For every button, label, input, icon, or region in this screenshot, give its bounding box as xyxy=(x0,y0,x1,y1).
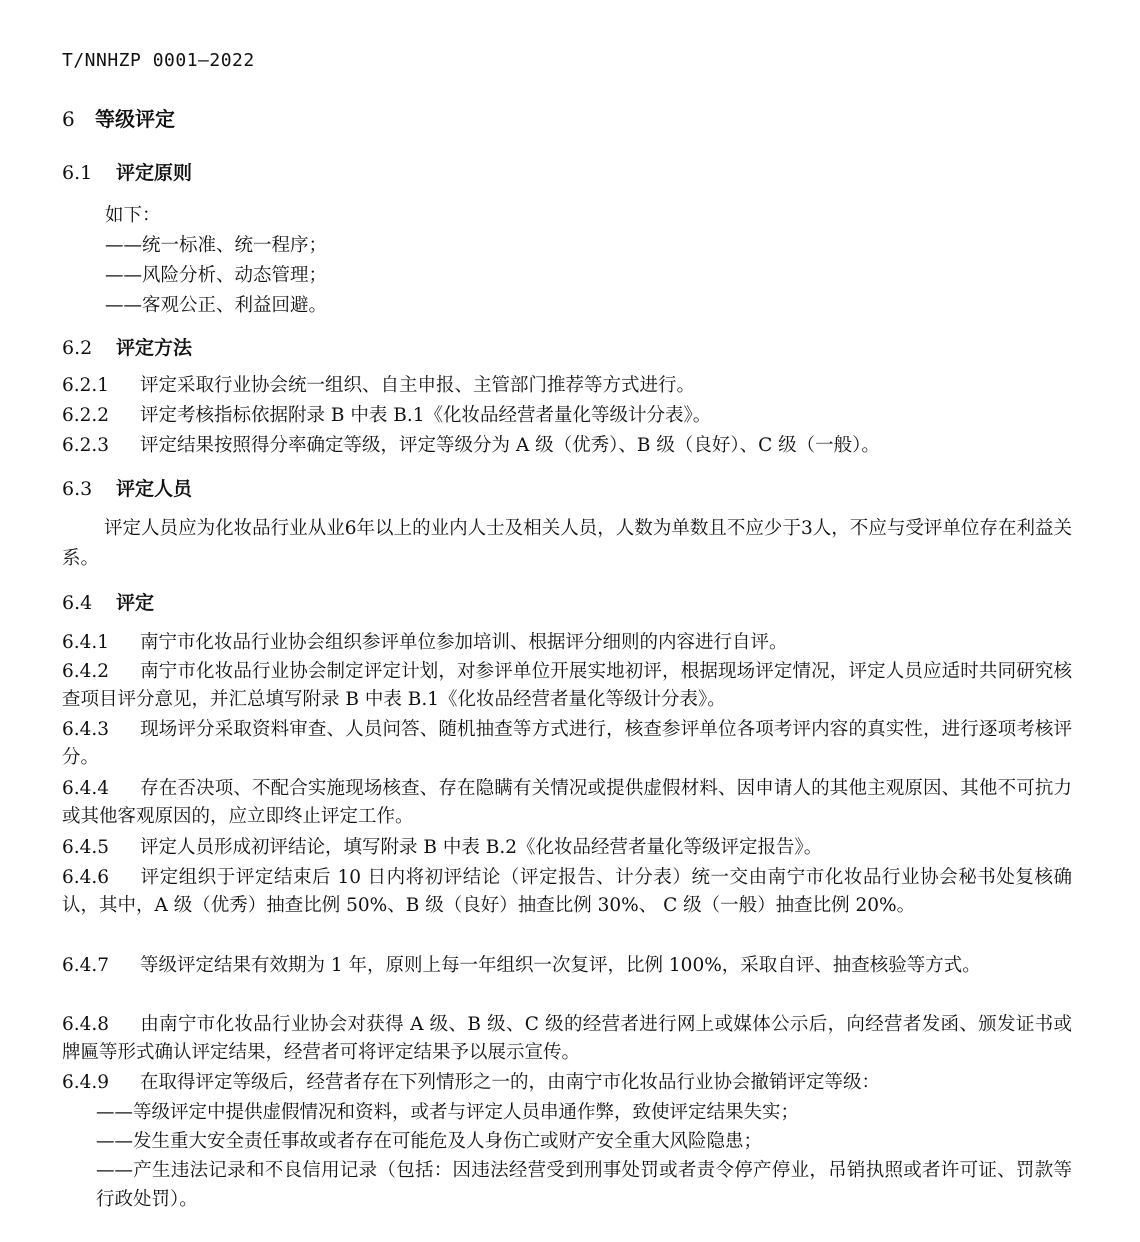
clause-6-4-1 xyxy=(62,629,1072,657)
clause-text: 评定结果按照得分率确定等级，评定等级分为 A 级（优秀）、B 级（良好）、C 级（一般）。 xyxy=(140,435,880,456)
clause-number: 6.4.4 xyxy=(62,778,110,799)
section-title: 评定 xyxy=(116,592,155,614)
clause-number: 6.4.5 xyxy=(62,837,110,858)
assessors-paragraph: 评定人员应为化妆品行业从业6年以上的业内人士及相关人员，人数为单数且不应少于3人，不应与受评单位存在利益关系。 xyxy=(62,518,1072,569)
clause-text: 评定人员形成初评结论，填写附录 B 中表 B.2《化妆品经营者量化等级评定报告》。 xyxy=(140,837,823,858)
revocation-item: ——等级评定中提供虚假情况和资料，或者与评定人员串通作弊，致使评定结果失实； xyxy=(96,1102,800,1123)
revocation-item: ——发生重大安全责任事故或者存在可能危及人身伤亡或财产安全重大风险隐患； xyxy=(96,1131,763,1152)
principle-item: ——客观公正、利益回避。 xyxy=(105,295,328,316)
section-number: 6 xyxy=(62,107,75,131)
clause-number: 6.2.3 xyxy=(62,435,110,456)
clause-text: 南宁市化妆品行业协会组织参评单位参加培训、根据评分细则的内容进行自评。 xyxy=(140,632,788,653)
clause-text: 评定采取行业协会统一组织、自主申报、主管部门推荐等方式进行。 xyxy=(140,375,696,396)
section-number: 6.1 xyxy=(62,162,93,184)
clause-6-4-7 xyxy=(62,952,1072,980)
clause-text: 存在否决项、不配合实施现场核查、存在隐瞒有关情况或提供虚假材料、因申请人的其他主观原因、其他不可抗力或其他客观原因的，应立即终止评定工作。 xyxy=(62,778,1072,828)
section-6-4-heading xyxy=(62,588,154,615)
clause-text: 南宁市化妆品行业协会制定评定计划，对参评单位开展实地初评，根据现场评定情况，评定人员应适时共同研究核查项目评分意见，并汇总填写附录 B 中表 B.1《化妆品经营者量化等级计分表》。 xyxy=(62,661,1072,711)
principle-item: ——统一标准、统一程序； xyxy=(105,235,328,256)
section-number: 6.4 xyxy=(62,592,93,614)
clause-number: 6.4.7 xyxy=(62,955,110,976)
section-title: 等级评定 xyxy=(95,107,175,131)
clause-text: 评定组织于评定结束后 10 日内将初评结论（评定报告、计分表）统一交由南宁市化妆品行业协会秘书处复核确认，其中，A 级（优秀）抽查比例 50%、B 级（良好）抽查比例 30%、 C 级（一般）抽查比例 20%。 xyxy=(62,867,1072,917)
clause-6-4-6 xyxy=(62,864,1072,921)
clause-text: 由南宁市化妆品行业协会对获得 A 级、B 级、C 级的经营者进行网上或媒体公示后，向经营者发函、颁发证书或牌匾等形式确认评定结果，经营者可将评定结果予以展示宣传。 xyxy=(62,1014,1072,1064)
section-number: 6.3 xyxy=(62,478,93,500)
clause-6-2-3 xyxy=(62,432,1072,460)
section-title: 评定方法 xyxy=(116,337,193,359)
clause-number: 6.2.2 xyxy=(62,405,110,426)
document-id: T/NNHZP 0001—2022 xyxy=(62,50,255,71)
clause-6-4-8 xyxy=(62,1011,1072,1068)
principles-lead: 如下： xyxy=(105,205,161,226)
clause-number: 6.4.3 xyxy=(62,719,110,740)
section-title: 评定人员 xyxy=(116,478,193,500)
principle-item: ——风险分析、动态管理； xyxy=(105,265,328,286)
clause-number: 6.4.9 xyxy=(62,1072,110,1093)
clause-6-2-2 xyxy=(62,402,1072,430)
clause-text: 等级评定结果有效期为 1 年，原则上每一年组织一次复评，比例 100%，采取自评、抽查核验等方式。 xyxy=(140,955,981,976)
clause-6-4-2 xyxy=(62,658,1072,715)
clause-number: 6.2.1 xyxy=(62,375,110,396)
clause-6-4-4 xyxy=(62,775,1072,832)
clause-text: 现场评分采取资料审查、人员问答、随机抽查等方式进行，核查参评单位各项考评内容的真实性，进行逐项考核评分。 xyxy=(62,719,1072,769)
clause-6-4-5 xyxy=(62,834,1072,862)
section-title: 评定原则 xyxy=(116,162,193,184)
clause-text: 评定考核指标依据附录 B 中表 B.1《化妆品经营者量化等级计分表》。 xyxy=(140,405,712,426)
clause-number: 6.4.1 xyxy=(62,632,110,653)
section-6-1-heading xyxy=(62,158,192,185)
section-6-3-heading xyxy=(62,474,192,501)
clause-number: 6.4.2 xyxy=(62,661,110,682)
section-number: 6.2 xyxy=(62,337,93,359)
clause-text: 在取得评定等级后，经营者存在下列情形之一的，由南宁市化妆品行业协会撤销评定等级： xyxy=(140,1072,881,1093)
clause-6-2-1 xyxy=(62,372,1072,400)
clause-6-4-9 xyxy=(62,1069,1072,1097)
clause-6-4-3 xyxy=(62,716,1072,773)
clause-number: 6.4.6 xyxy=(62,867,110,888)
revocation-item: ——产生违法记录和不良信用记录（包括：因违法经营受到刑事处罚或者责令停产停业，吊销执照或者许可证、罚款等行政处罚）。 xyxy=(96,1160,1072,1210)
clause-number: 6.4.8 xyxy=(62,1014,110,1035)
section-6-heading xyxy=(62,103,175,132)
section-6-2-heading xyxy=(62,333,192,360)
